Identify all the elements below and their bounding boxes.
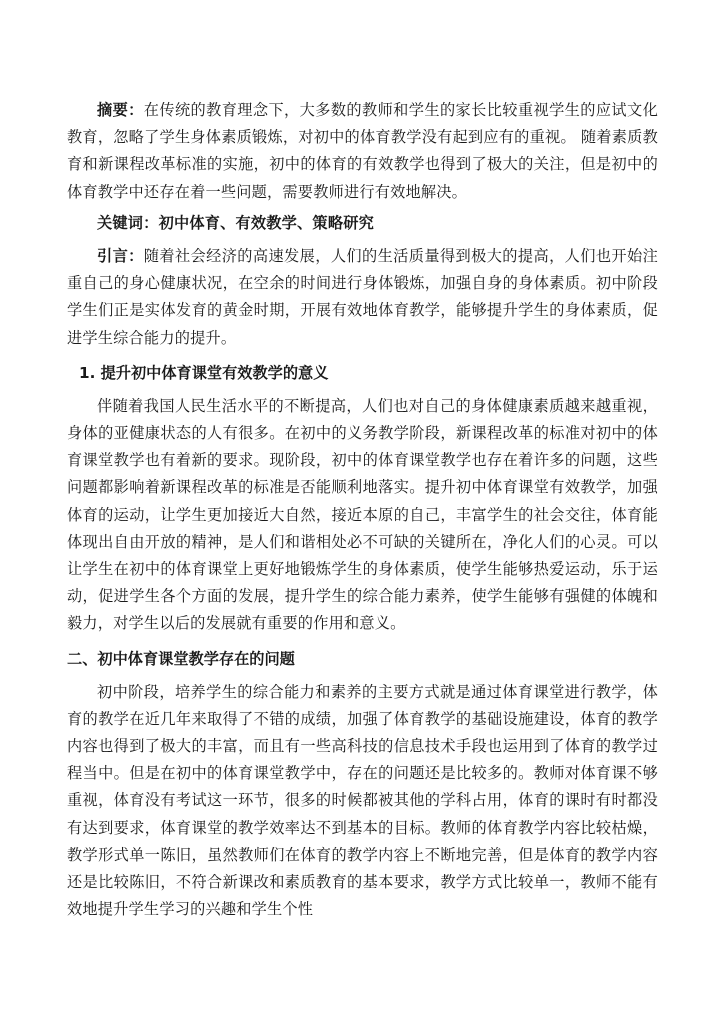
keywords-label: 关键词： bbox=[97, 213, 159, 232]
intro-label: 引言： bbox=[97, 247, 144, 266]
keywords-paragraph bbox=[67, 210, 658, 237]
keywords-text: 初中体育、有效教学、策略研究 bbox=[158, 213, 374, 232]
section1-heading: 1. 提升初中体育课堂有效教学的意义 bbox=[79, 363, 329, 382]
section1-body: 伴随着我国人民生活水平的不断提高，人们也对自己的身体健康素质越来越重视，身体的亚健康状态的人有很多。在初中的义务教学阶段，新课程改革的标准对初中的体育课堂教学也有着新的要求。现阶段，初中的体育课堂教学也存在着许多的问题，这些问题都影响着新课程改革的标准是否能顺利地落实。提升初中体育课堂有效教学，加强体育的运动，让学生更加接近大自然，接近本原的自己，丰富学生的社会交往，体育能体现出自由开放的精神，是人们和谐相处必不可缺的关键所在，净化人们的心灵。可以让学生在初中的体育课堂上更好地锻炼学生的身体素质，使学生能够热爱运动，乐于运动，促进学生各个方面的发展，提升学生的综合能力素养，使学生能够有强健的体魄和毅力，对学生以后的发展就有重要的作用和意义。 bbox=[67, 396, 658, 633]
abstract-text: 在传统的教育理念下，大多数的教师和学生的家长比较重视学生的应试文化教育，忽略了学生身体素质锻炼，对初中的体育教学没有起到应有的重视。 随着素质教育和新课程改革标准的实施，初中的体育的有效教学也得到了极大的关注，但是初中的体育教学中还存在着一些问题，需要教师进行有效地解决。 bbox=[67, 101, 658, 201]
intro-paragraph bbox=[67, 243, 658, 352]
intro-text: 随着社会经济的高速发展，人们的生活质量得到极大的提高，人们也开始注重自己的身心健康状况，在空余的时间进行身体锻炼，加强自身的身体素质。初中阶段学生们正是实体发育的黄金时期，开展有效地体育教学，能够提升学生的身体素质，促进学生综合能力的提升。 bbox=[67, 247, 658, 347]
section2-body: 初中阶段，培养学生的综合能力和素养的主要方式就是通过体育课堂进行教学，体育的教学在近几年来取得了不错的成绩，加强了体育教学的基础设施建设，体育的教学内容也得到了极大的丰富，而且有一些高科技的信息技术手段也运用到了体育的教学过程当中。但是在初中的体育课堂教学中，存在的问题还是比较多的。教师对体育课不够重视，体育没有考试这一环节，很多的时候都被其他的学科占用，体育的课时有时都没有达到要求，体育课堂的教学效率达不到基本的目标。教师的体育教学内容比较枯燥，教学形式单一陈旧，虽然教师们在体育的教学内容上不断地完善，但是体育的教学内容还是比较陈旧，不符合新课改和素质教育的基本要求，教学方式比较单一，教师不能有效地提升学生学习的兴趣和学生个性 bbox=[67, 682, 658, 919]
section2-heading: 二、初中体育课堂教学存在的问题 bbox=[67, 649, 295, 668]
abstract-paragraph bbox=[67, 97, 658, 206]
abstract-label: 摘要： bbox=[97, 101, 144, 119]
